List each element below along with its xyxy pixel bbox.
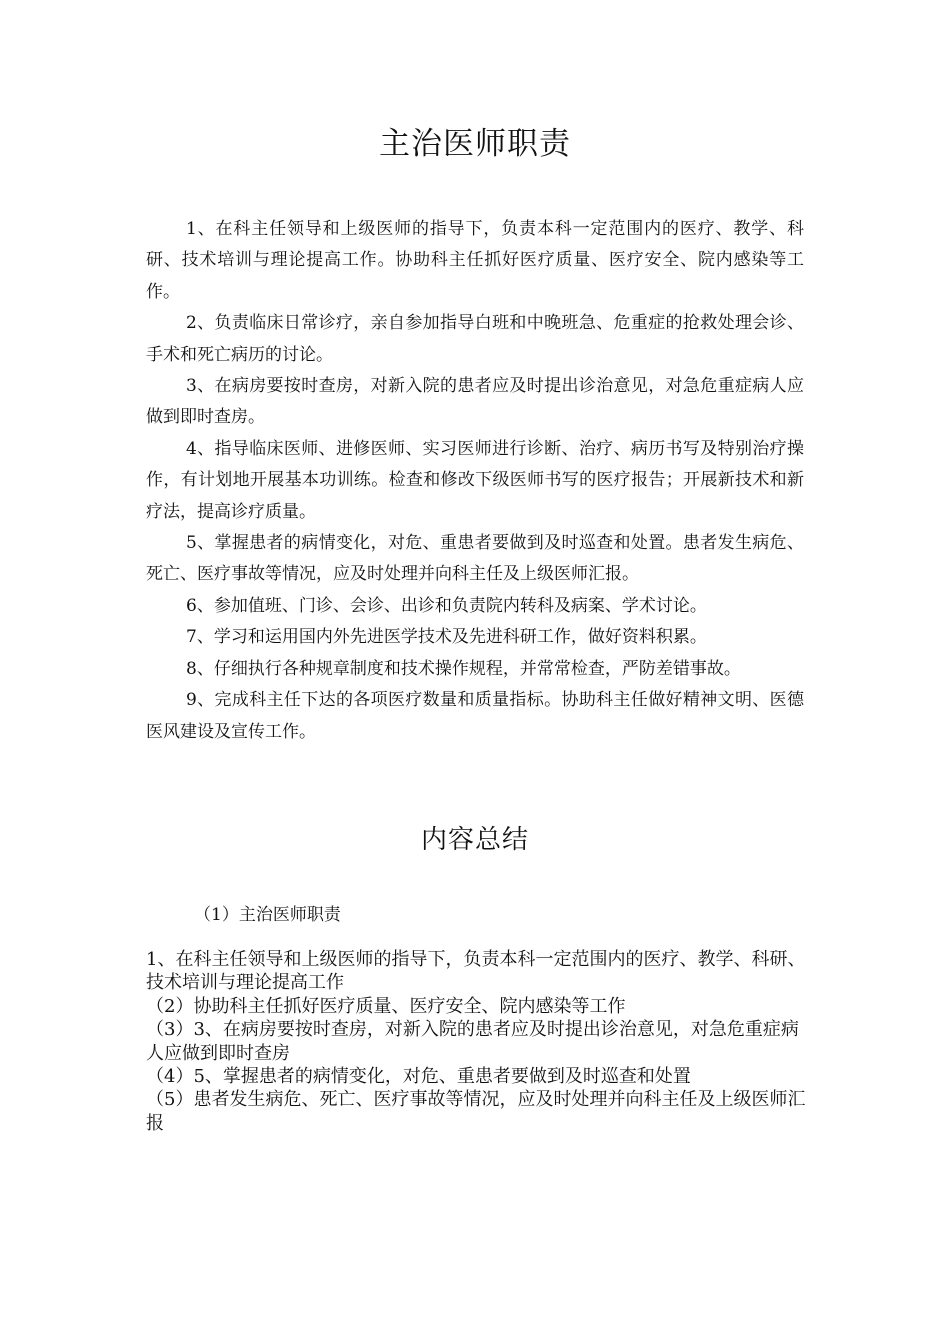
duty-paragraph-7: 7、学习和运用国内外先进医学技术及先进科研工作，做好资料积累。 xyxy=(186,627,707,648)
duty-paragraph-2: 2、负责临床日常诊疗，亲自参加指导白班和中晚班急、危重症的抢救处理会诊、手术和死亡病历的讨论。 xyxy=(146,313,804,365)
duty-paragraph-9: 9、完成科主任下达的各项医疗数量和质量指标。协助科主任做好精神文明、医德医风建设及宣传工作。 xyxy=(146,690,804,742)
duty-paragraph-5: 5、掌握患者的病情变化，对危、重患者要做到及时巡查和处置。患者发生病危、死亡、医疗事故等情况，应及时处理并向科主任及上级医师汇报。 xyxy=(146,533,804,585)
summary-item-2: （2）协助科主任抓好医疗质量、医疗安全、院内感染等工作 xyxy=(146,995,626,1017)
page-title: 主治医师职责 xyxy=(379,126,571,162)
summary-item-4: （4）5、掌握患者的病情变化，对危、重患者要做到及时巡查和处置 xyxy=(146,1066,691,1088)
duties-section xyxy=(146,214,804,748)
summary-title: 内容总结 xyxy=(420,825,529,855)
duty-paragraph-6: 6、参加值班、门诊、会诊、出诊和负责院内转科及病案、学术讨论。 xyxy=(186,595,707,616)
summary-list xyxy=(146,948,810,1135)
duty-paragraph-8: 8、仔细执行各种规章制度和技术操作规程，并常常检查，严防差错事故。 xyxy=(186,658,741,679)
duty-paragraph-1: 1、在科主任领导和上级医师的指导下，负责本科一定范围内的医疗、教学、科研、技术培训与理论提高工作。协助科主任抓好医疗质量、医疗安全、院内感染等工作。 xyxy=(146,219,804,302)
summary-intro: （1）主治医师职责 xyxy=(194,905,341,925)
summary-item-1: 1、在科主任领导和上级医师的指导下，负责本科一定范围内的医疗、教学、科研、技术培训与理论提高工作 xyxy=(146,949,806,994)
summary-item-3: （3）3、在病房要按时查房，对新入院的患者应及时提出诊治意见，对急危重症病人应做到即时查房 xyxy=(146,1019,799,1064)
duty-paragraph-3: 3、在病房要按时查房，对新入院的患者应及时提出诊治意见，对急危重症病人应做到即时查房。 xyxy=(146,376,804,428)
duty-paragraph-4: 4、指导临床医师、进修医师、实习医师进行诊断、治疗、病历书写及特别治疗操作，有计划地开展基本功训练。检查和修改下级医师书写的医疗报告；开展新技术和新疗法，提高诊疗质量。 xyxy=(146,438,804,522)
summary-item-5: （5）患者发生病危、死亡、医疗事故等情况，应及时处理并向科主任及上级医师汇报 xyxy=(146,1089,806,1134)
